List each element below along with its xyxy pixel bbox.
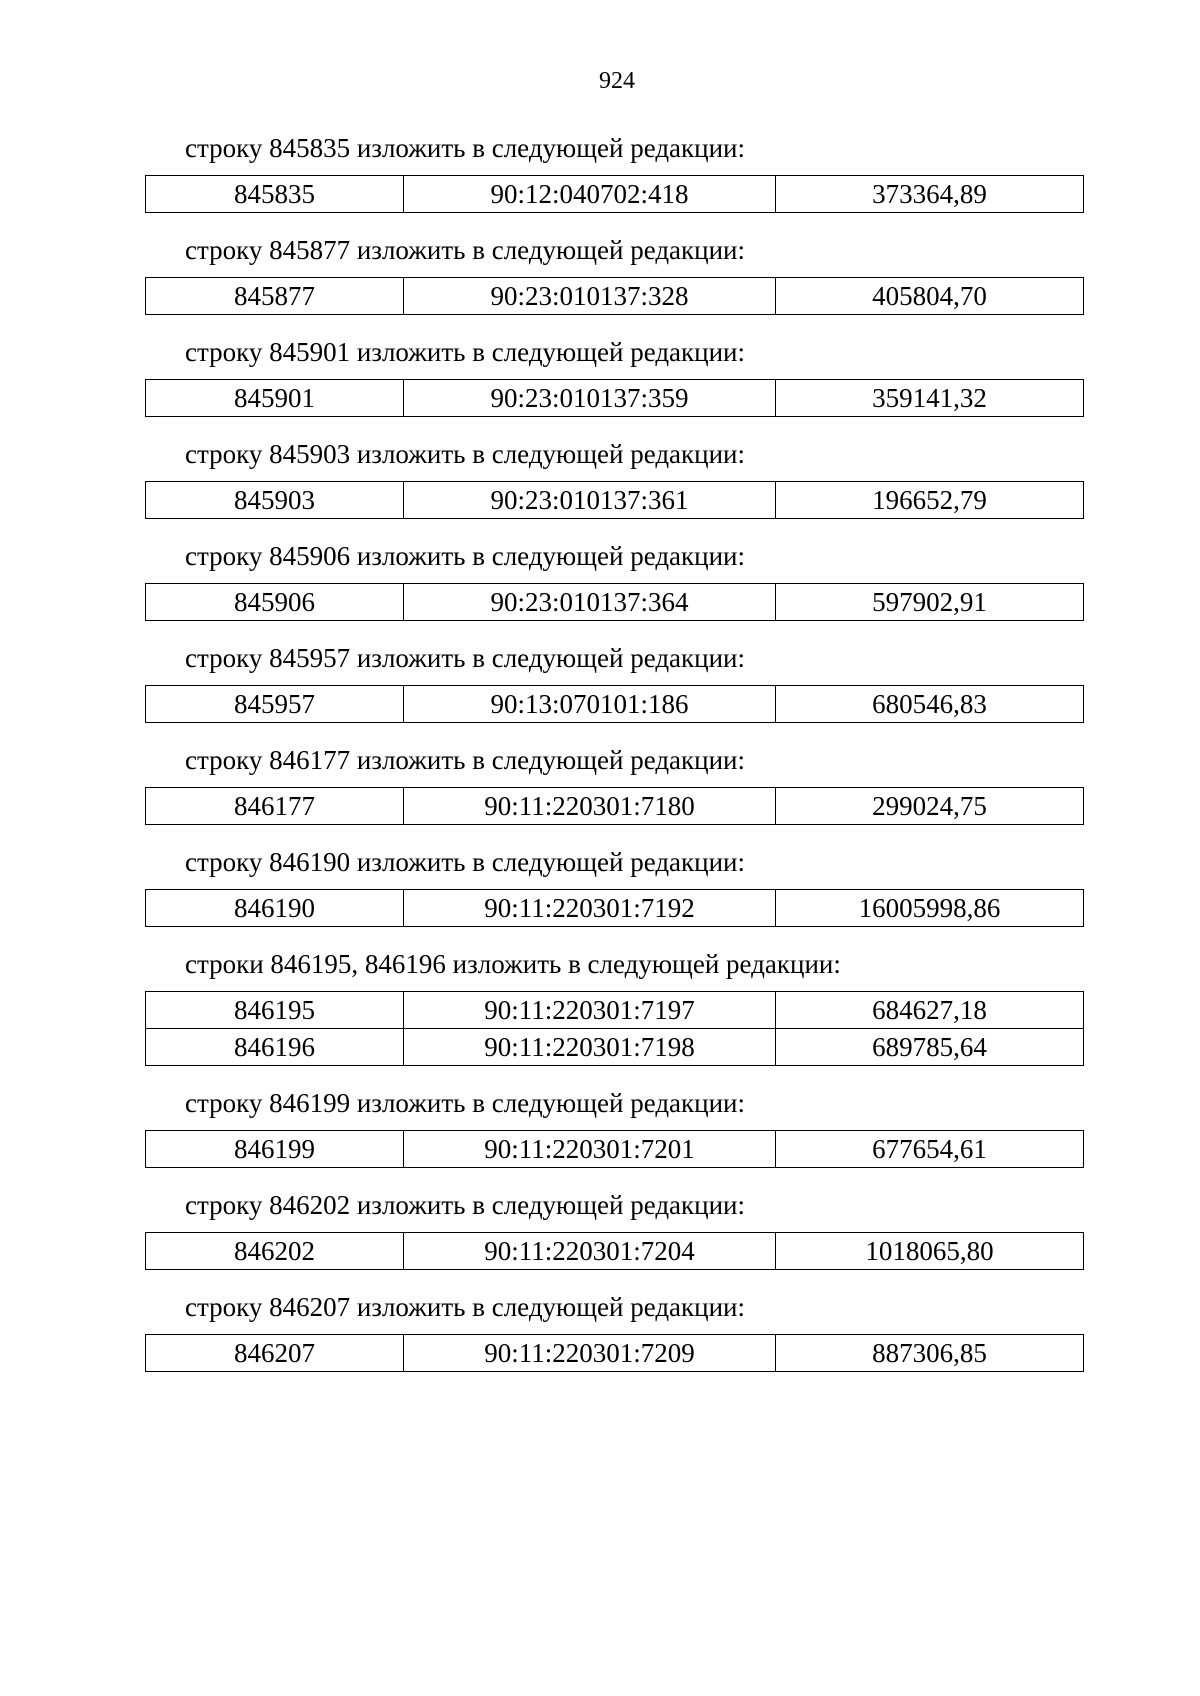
value-cell: 1018065,80 xyxy=(776,1233,1084,1270)
amendment-section xyxy=(145,740,1080,825)
cadastral-number-cell: 90:23:010137:328 xyxy=(404,278,776,315)
table-row xyxy=(146,1335,1084,1372)
amendment-instruction: строку 845877 изложить в следующей редакции: xyxy=(185,235,746,265)
cadastral-number-cell: 90:23:010137:364 xyxy=(404,584,776,621)
amendment-instruction: строки 846195, 846196 изложить в следующей редакции: xyxy=(185,949,841,979)
amendment-section xyxy=(145,230,1080,315)
table-row xyxy=(146,686,1084,723)
amendment-instruction: строку 845901 изложить в следующей редакции: xyxy=(185,337,746,367)
amendment-instruction: строку 845957 изложить в следующей редакции: xyxy=(185,643,746,673)
row-number-cell: 845906 xyxy=(146,584,404,621)
amendment-instruction: строку 846177 изложить в следующей редакции: xyxy=(185,745,746,775)
table-row xyxy=(146,992,1084,1029)
document-body xyxy=(145,128,1080,1389)
table-row xyxy=(146,1029,1084,1066)
row-number-cell: 846202 xyxy=(146,1233,404,1270)
amendment-table xyxy=(145,889,1084,927)
amendment-instruction: строку 846190 изложить в следующей редакции: xyxy=(185,847,746,877)
cadastral-number-cell: 90:13:070101:186 xyxy=(404,686,776,723)
amendment-section xyxy=(145,842,1080,927)
value-cell: 680546,83 xyxy=(776,686,1084,723)
value-cell: 405804,70 xyxy=(776,278,1084,315)
table-row xyxy=(146,890,1084,927)
amendment-table xyxy=(145,1334,1084,1372)
amendment-table xyxy=(145,685,1084,723)
row-number-cell: 846195 xyxy=(146,992,404,1029)
amendment-table xyxy=(145,481,1084,519)
cadastral-number-cell: 90:11:220301:7198 xyxy=(404,1029,776,1066)
cadastral-number-cell: 90:11:220301:7209 xyxy=(404,1335,776,1372)
cadastral-number-cell: 90:11:220301:7192 xyxy=(404,890,776,927)
row-number-cell: 846207 xyxy=(146,1335,404,1372)
cadastral-number-cell: 90:12:040702:418 xyxy=(404,176,776,213)
row-number-cell: 845877 xyxy=(146,278,404,315)
value-cell: 196652,79 xyxy=(776,482,1084,519)
amendment-table xyxy=(145,991,1084,1066)
amendment-instruction: строку 846207 изложить в следующей редакции: xyxy=(185,1292,746,1322)
row-number-cell: 845903 xyxy=(146,482,404,519)
row-number-cell: 846177 xyxy=(146,788,404,825)
value-cell: 16005998,86 xyxy=(776,890,1084,927)
row-number-cell: 845901 xyxy=(146,380,404,417)
value-cell: 677654,61 xyxy=(776,1131,1084,1168)
amendment-table xyxy=(145,787,1084,825)
amendment-instruction: строку 845835 изложить в следующей редакции: xyxy=(185,133,746,163)
amendment-instruction: строку 845903 изложить в следующей редакции: xyxy=(185,439,746,469)
amendment-section xyxy=(145,332,1080,417)
amendment-section xyxy=(145,638,1080,723)
page-number: 924 xyxy=(599,68,635,94)
value-cell: 359141,32 xyxy=(776,380,1084,417)
amendment-table xyxy=(145,1130,1084,1168)
amendment-table xyxy=(145,1232,1084,1270)
amendment-section xyxy=(145,1287,1080,1372)
row-number-cell: 845835 xyxy=(146,176,404,213)
row-number-cell: 846196 xyxy=(146,1029,404,1066)
amendment-section xyxy=(145,1185,1080,1270)
table-row xyxy=(146,584,1084,621)
amendment-section xyxy=(145,1083,1080,1168)
table-row xyxy=(146,788,1084,825)
amendment-table xyxy=(145,175,1084,213)
table-row xyxy=(146,380,1084,417)
row-number-cell: 846199 xyxy=(146,1131,404,1168)
amendment-table xyxy=(145,277,1084,315)
cadastral-number-cell: 90:23:010137:359 xyxy=(404,380,776,417)
value-cell: 689785,64 xyxy=(776,1029,1084,1066)
amendment-section xyxy=(145,128,1080,213)
row-number-cell: 845957 xyxy=(146,686,404,723)
amendment-table xyxy=(145,379,1084,417)
value-cell: 299024,75 xyxy=(776,788,1084,825)
amendment-section xyxy=(145,434,1080,519)
cadastral-number-cell: 90:11:220301:7204 xyxy=(404,1233,776,1270)
amendment-section xyxy=(145,536,1080,621)
cadastral-number-cell: 90:11:220301:7197 xyxy=(404,992,776,1029)
amendment-instruction: строку 846199 изложить в следующей редакции: xyxy=(185,1088,746,1118)
value-cell: 373364,89 xyxy=(776,176,1084,213)
table-row xyxy=(146,1233,1084,1270)
amendment-table xyxy=(145,583,1084,621)
cadastral-number-cell: 90:23:010137:361 xyxy=(404,482,776,519)
amendment-instruction: строку 846202 изложить в следующей редакции: xyxy=(185,1190,746,1220)
table-row xyxy=(146,278,1084,315)
table-row xyxy=(146,1131,1084,1168)
value-cell: 597902,91 xyxy=(776,584,1084,621)
amendment-section xyxy=(145,944,1080,1066)
table-row xyxy=(146,176,1084,213)
value-cell: 887306,85 xyxy=(776,1335,1084,1372)
cadastral-number-cell: 90:11:220301:7201 xyxy=(404,1131,776,1168)
amendment-instruction: строку 845906 изложить в следующей редакции: xyxy=(185,541,746,571)
value-cell: 684627,18 xyxy=(776,992,1084,1029)
table-row xyxy=(146,482,1084,519)
cadastral-number-cell: 90:11:220301:7180 xyxy=(404,788,776,825)
row-number-cell: 846190 xyxy=(146,890,404,927)
